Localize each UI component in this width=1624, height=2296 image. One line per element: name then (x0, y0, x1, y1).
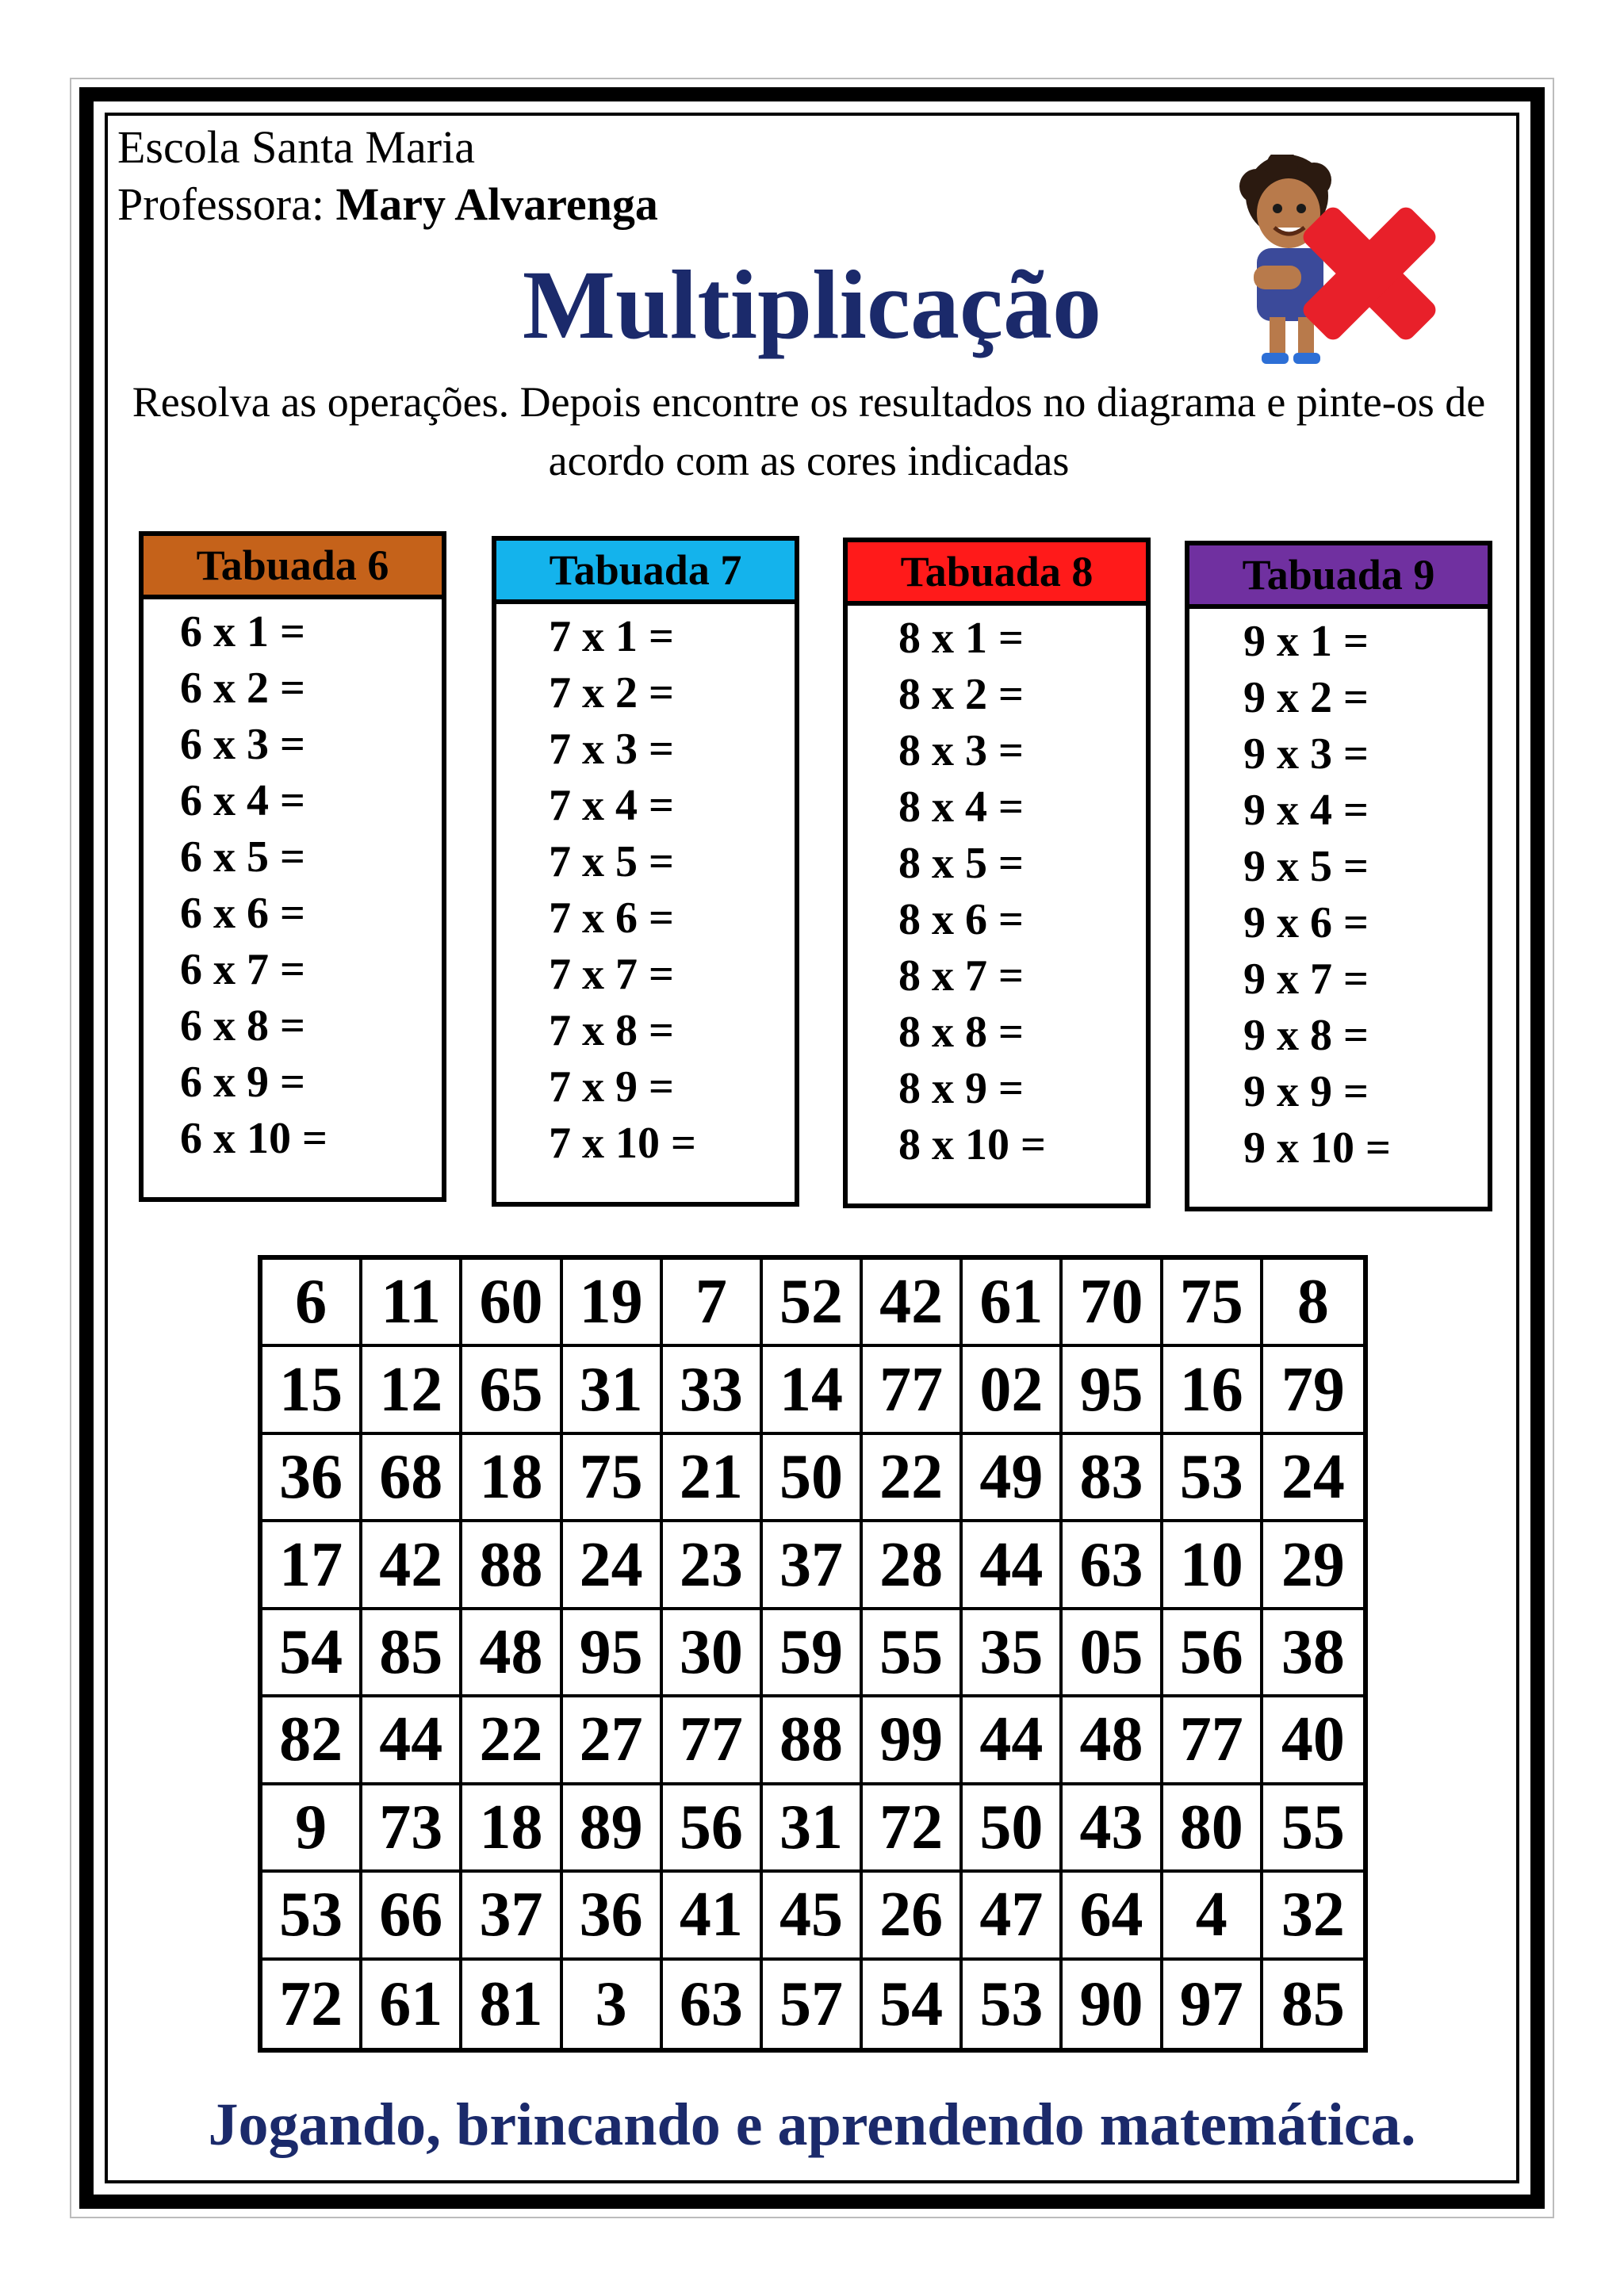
equation-row: 7 x 1 = (549, 612, 674, 661)
grid-cell[interactable]: 30 (663, 1610, 763, 1697)
grid-cell[interactable]: 49 (963, 1435, 1063, 1522)
grid-cell[interactable]: 41 (663, 1873, 763, 1960)
equation-row: 8 x 8 = (898, 1008, 1024, 1057)
grid-cell[interactable]: 21 (663, 1435, 763, 1522)
grid-cell[interactable]: 37 (462, 1873, 562, 1960)
grid-cell[interactable]: 75 (1163, 1260, 1263, 1347)
teacher-label: Professora: (117, 178, 324, 230)
grid-cell[interactable]: 35 (963, 1610, 1063, 1697)
equation-row: 7 x 9 = (549, 1062, 674, 1112)
grid-cell[interactable]: 48 (1063, 1697, 1162, 1785)
grid-cell[interactable]: 47 (963, 1873, 1063, 1960)
grid-cell[interactable]: 24 (1263, 1435, 1363, 1522)
equation-row: 7 x 7 = (549, 950, 674, 999)
number-diagram-grid (258, 1255, 1368, 2053)
table-box-6 (139, 531, 446, 1202)
grid-cell[interactable]: 19 (563, 1260, 663, 1347)
grid-cell[interactable]: 97 (1163, 1961, 1263, 2048)
grid-cell[interactable]: 37 (763, 1522, 863, 1609)
table-title-7: Tabuada 7 (496, 541, 795, 604)
equation-row: 7 x 10 = (549, 1119, 696, 1168)
equation-row: 8 x 7 = (898, 951, 1024, 1001)
school-name: Escola Santa Maria (117, 121, 475, 173)
equation-row: 9 x 8 = (1243, 1011, 1369, 1060)
equation-row: 6 x 5 = (180, 832, 305, 882)
equation-row: 8 x 9 = (898, 1064, 1024, 1113)
grid-cell[interactable]: 16 (1163, 1347, 1263, 1434)
grid-cell[interactable]: 42 (863, 1260, 963, 1347)
instructions-text: Resolva as operações. Depois encontre os resultados no diagrama e pinte-os de acordo com as cores indicadas (132, 378, 1486, 484)
grid-cell[interactable]: 68 (362, 1435, 462, 1522)
equation-row: 6 x 4 = (180, 776, 305, 825)
grid-cell[interactable]: 56 (663, 1785, 763, 1873)
grid-cell[interactable]: 6 (262, 1260, 362, 1347)
table-box-7 (492, 536, 799, 1207)
grid-cell[interactable]: 31 (763, 1785, 863, 1873)
grid-cell[interactable]: 44 (963, 1697, 1063, 1785)
grid-cell[interactable]: 36 (563, 1873, 663, 1960)
grid-cell[interactable]: 22 (863, 1435, 963, 1522)
grid-cell[interactable]: 44 (362, 1697, 462, 1785)
grid-cell[interactable]: 31 (563, 1347, 663, 1434)
grid-cell[interactable]: 10 (1163, 1522, 1263, 1609)
boy-holding-multiplication-sign-icon (1225, 155, 1447, 373)
grid-cell[interactable]: 28 (863, 1522, 963, 1609)
grid-cell[interactable]: 40 (1263, 1697, 1363, 1785)
grid-cell[interactable]: 64 (1063, 1873, 1162, 1960)
grid-cell[interactable]: 85 (362, 1610, 462, 1697)
equation-row: 6 x 10 = (180, 1114, 327, 1163)
teacher-line (117, 176, 658, 233)
grid-cell[interactable]: 61 (362, 1961, 462, 2048)
grid-cell[interactable]: 50 (763, 1435, 863, 1522)
grid-cell[interactable]: 48 (462, 1610, 562, 1697)
grid-cell[interactable]: 95 (563, 1610, 663, 1697)
grid-cell[interactable]: 9 (262, 1785, 362, 1873)
grid-cell[interactable]: 53 (262, 1873, 362, 1960)
equation-row: 6 x 8 = (180, 1001, 305, 1050)
grid-cell[interactable]: 70 (1063, 1260, 1162, 1347)
grid-cell[interactable]: 11 (362, 1260, 462, 1347)
equation-row: 8 x 5 = (898, 839, 1024, 888)
grid-cell[interactable]: 52 (763, 1260, 863, 1347)
table-rows-6 (144, 599, 442, 1167)
page-title: Multiplicação (522, 251, 1102, 359)
grid-cell[interactable]: 81 (462, 1961, 562, 2048)
equation-row: 7 x 8 = (549, 1006, 674, 1055)
equation-row: 9 x 1 = (1243, 617, 1369, 666)
grid-cell[interactable]: 43 (1063, 1785, 1162, 1873)
grid-cell[interactable]: 77 (863, 1347, 963, 1434)
table-box-9 (1185, 541, 1492, 1211)
grid-cell[interactable]: 23 (663, 1522, 763, 1609)
equation-row: 9 x 9 = (1243, 1067, 1369, 1116)
grid-cell[interactable]: 72 (863, 1785, 963, 1873)
table-rows-8 (848, 606, 1146, 1173)
grid-cell[interactable]: 33 (663, 1347, 763, 1434)
grid-cell[interactable]: 95 (1063, 1347, 1162, 1434)
footer-slogan: Jogando, brincando e aprendendo matemática. (208, 2091, 1416, 2158)
equation-row: 8 x 10 = (898, 1120, 1046, 1169)
grid-cell[interactable]: 42 (362, 1522, 462, 1609)
equation-row: 8 x 1 = (898, 614, 1024, 663)
grid-cell[interactable]: 60 (462, 1260, 562, 1347)
grid-cell[interactable]: 17 (262, 1522, 362, 1609)
grid-cell[interactable]: 75 (563, 1435, 663, 1522)
grid-cell[interactable]: 79 (1263, 1347, 1363, 1434)
grid-cell[interactable]: 8 (1263, 1260, 1363, 1347)
grid-cell[interactable]: 18 (462, 1435, 562, 1522)
grid-cell[interactable]: 54 (863, 1961, 963, 2048)
grid-cell[interactable]: 59 (763, 1610, 863, 1697)
grid-cell[interactable]: 36 (262, 1435, 362, 1522)
grid-cell[interactable]: 88 (763, 1697, 863, 1785)
grid-cell[interactable]: 89 (563, 1785, 663, 1873)
grid-cell[interactable]: 99 (863, 1697, 963, 1785)
grid-cell[interactable]: 22 (462, 1697, 562, 1785)
grid-cell[interactable]: 53 (1163, 1435, 1263, 1522)
grid-cell[interactable]: 14 (763, 1347, 863, 1434)
grid-cell[interactable]: 65 (462, 1347, 562, 1434)
grid-cell[interactable]: 26 (863, 1873, 963, 1960)
grid-cell[interactable]: 85 (1281, 1969, 1345, 2039)
grid-cell[interactable]: 54 (262, 1610, 362, 1697)
grid-cell[interactable]: 3 (563, 1961, 663, 2048)
grid-cell[interactable]: 72 (262, 1961, 362, 2048)
equation-row: 9 x 6 = (1243, 898, 1369, 947)
grid-cell[interactable]: 90 (1063, 1961, 1162, 2048)
grid-cell[interactable]: 38 (1263, 1610, 1363, 1697)
equation-row: 8 x 3 = (898, 726, 1024, 775)
equation-row: 9 x 10 = (1243, 1123, 1391, 1173)
grid-cell[interactable]: 63 (1063, 1522, 1162, 1609)
equation-row: 7 x 5 = (549, 837, 674, 886)
grid-cell[interactable]: 55 (863, 1610, 963, 1697)
grid-cell[interactable]: 32 (1263, 1873, 1363, 1960)
equation-row: 9 x 7 = (1243, 955, 1369, 1004)
grid-cell[interactable]: 88 (462, 1522, 562, 1609)
equation-row: 8 x 6 = (898, 895, 1024, 944)
table-title-8: Tabuada 8 (848, 542, 1146, 606)
equation-row: 7 x 3 = (549, 725, 674, 774)
grid-cell[interactable]: 02 (963, 1347, 1063, 1434)
grid-cell[interactable]: 44 (963, 1522, 1063, 1609)
equation-row: 9 x 2 = (1243, 673, 1369, 722)
grid-cell[interactable]: 73 (362, 1785, 462, 1873)
teacher-name: Mary Alvarenga (335, 178, 658, 230)
grid-cell[interactable]: 55 (1263, 1785, 1363, 1873)
equation-row: 9 x 5 = (1243, 842, 1369, 891)
equation-row: 6 x 1 = (180, 607, 305, 656)
grid-cell[interactable]: 66 (362, 1873, 462, 1960)
table-title-9: Tabuada 9 (1189, 545, 1488, 609)
grid-cell[interactable]: 83 (1063, 1435, 1162, 1522)
grid-cell[interactable]: 63 (663, 1961, 763, 2048)
grid-cell[interactable]: 56 (1163, 1610, 1263, 1697)
equation-row: 7 x 2 = (549, 668, 674, 718)
equation-row: 9 x 3 = (1243, 729, 1369, 779)
table-box-8 (843, 538, 1151, 1208)
grid-cell[interactable]: 12 (362, 1347, 462, 1434)
equation-row: 8 x 4 = (898, 783, 1024, 832)
grid-cell[interactable]: 77 (1163, 1697, 1263, 1785)
equation-row: 6 x 6 = (180, 889, 305, 938)
equation-row: 6 x 7 = (180, 945, 305, 994)
grid-cell[interactable]: 27 (563, 1697, 663, 1785)
grid-cell[interactable]: 77 (663, 1697, 763, 1785)
grid-cell[interactable]: 24 (563, 1522, 663, 1609)
grid-cell[interactable]: 05 (1063, 1610, 1162, 1697)
equation-row: 6 x 3 = (180, 720, 305, 769)
equation-row: 6 x 9 = (180, 1058, 305, 1107)
grid-cell[interactable]: 61 (963, 1260, 1063, 1347)
grid-cell[interactable]: 57 (763, 1961, 863, 2048)
grid-cell[interactable]: 18 (462, 1785, 562, 1873)
grid-cell[interactable]: 4 (1163, 1873, 1263, 1960)
grid-cell[interactable]: 7 (663, 1260, 763, 1347)
equation-row: 7 x 6 = (549, 894, 674, 943)
grid-cell[interactable]: 50 (963, 1785, 1063, 1873)
equation-row: 7 x 4 = (549, 781, 674, 830)
equation-row: 6 x 2 = (180, 664, 305, 713)
grid-cell[interactable]: 45 (763, 1873, 863, 1960)
equation-row: 8 x 2 = (898, 670, 1024, 719)
grid-cell[interactable]: 15 (262, 1347, 362, 1434)
equation-row: 9 x 4 = (1243, 786, 1369, 835)
table-rows-7 (496, 604, 795, 1172)
table-title-6: Tabuada 6 (144, 536, 442, 599)
grid-cell[interactable]: 29 (1263, 1522, 1363, 1609)
grid-cell[interactable]: 53 (963, 1961, 1063, 2048)
grid-cell[interactable]: 80 (1163, 1785, 1263, 1873)
table-rows-9 (1189, 609, 1488, 1177)
grid-cell[interactable]: 82 (262, 1697, 362, 1785)
